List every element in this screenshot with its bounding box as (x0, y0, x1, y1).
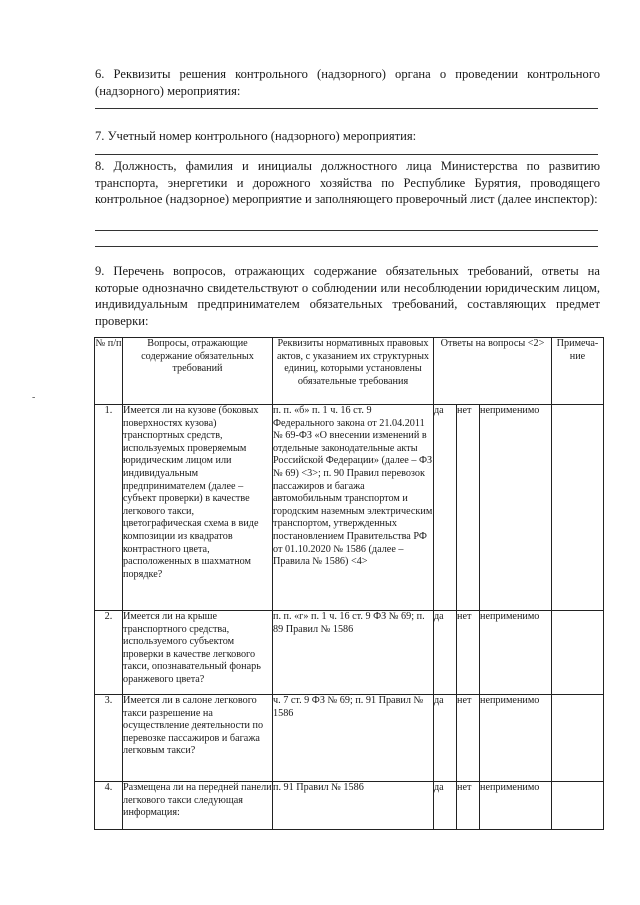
table-row (95, 611, 604, 695)
row-1-answer-yes[interactable]: да (434, 405, 457, 611)
header-answers: Ответы на вопросы <2> (434, 338, 552, 405)
section-8-fill-line-1 (95, 230, 598, 231)
row-2-requisites: п. п. «г» п. 1 ч. 16 ст. 9 ФЗ № 69; п. 89 Правил № 1586 (273, 611, 434, 695)
row-4-num: 4. (95, 782, 123, 830)
section-6-text: 6. Реквизиты решения контрольного (надзорного) органа о проведении контрольного (надзорного) мероприятия: (95, 67, 600, 98)
header-note: Примеча-ние (552, 338, 604, 405)
row-4-question: Размещена ли на передней панели легкового такси следующая информация: (123, 782, 273, 830)
section-8-text: 8. Должность, фамилия и инициалы должностного лица Министерства по развитию транспорта, энергетики и дорожного хозяйства по Республике Бурятия, проводящего контрольное (надзорное) мероприятие и заполняющего проверочный лист (далее инспектор): (95, 159, 600, 206)
row-2-answer-yes[interactable]: да (434, 611, 457, 695)
row-3-num: 3. (95, 695, 123, 782)
row-1-answer-na[interactable]: неприменимо (480, 405, 552, 611)
section-9-text: 9. Перечень вопросов, отражающих содержание обязательных требований, ответы на которые однозначно свидетельствуют о соблюдении или несоблюдении юридическим лицом, индивидуальным предпринимателем обязательных требований, составляющих предмет проверки: (95, 264, 600, 328)
table-row (95, 782, 604, 830)
margin-mark: - (32, 392, 36, 403)
header-requisites: Реквизиты нормативных правовых актов, с указанием их структурных единиц, которыми установлены обязательные требования (273, 338, 434, 405)
table-row (95, 695, 604, 782)
row-3-question: Имеется ли в салоне легкового такси разрешение на осуществление деятельности по перевозке пассажиров и багажа легковым такси? (123, 695, 273, 782)
row-2-answer-no[interactable]: нет (457, 611, 480, 695)
row-4-note[interactable] (552, 782, 604, 830)
row-3-requisites: ч. 7 ст. 9 ФЗ № 69; п. 91 Правил № 1586 (273, 695, 434, 782)
row-1-question: Имеется ли на кузове (боковых поверхностях кузова) транспортных средств, используемых проверяемым юридическим лицом или индивидуальным предпринимателем (далее – субъект проверки) в качестве легкового такси, цветографическая схема в виде композиции из квадратов контрастного цвета, расположенных в шахматном порядке? (123, 405, 273, 611)
section-7-text: 7. Учетный номер контрольного (надзорного) мероприятия: (95, 129, 417, 143)
row-3-answer-no[interactable]: нет (457, 695, 480, 782)
table-header-row (95, 338, 604, 405)
row-1-answer-no[interactable]: нет (457, 405, 480, 611)
row-4-answer-na[interactable]: неприменимо (480, 782, 552, 830)
row-4-requisites: п. 91 Правил № 1586 (273, 782, 434, 830)
section-6-fill-line (95, 108, 598, 109)
row-1-requisites: п. п. «б» п. 1 ч. 16 ст. 9 Федерального закона от 21.04.2011 № 69-ФЗ «О внесении изменений в отдельные законодательные акты Российской Федерации» (далее – ФЗ № 69) <3>; п. 90 Правил перевозок пассажиров и багажа автомобильным транспортом и городским наземным электрическим транспортом, утвержденных постановлением Правительства РФ от 01.10.2020 № 1586 (далее – Правила № 1586) <4> (273, 405, 434, 611)
header-question: Вопросы, отражающие содержание обязательных требований (123, 338, 273, 405)
section-8-fill-line-2 (95, 246, 598, 247)
row-1-num: 1. (95, 405, 123, 611)
checklist-table (94, 337, 604, 830)
row-1-note[interactable] (552, 405, 604, 611)
row-3-answer-yes[interactable]: да (434, 695, 457, 782)
row-3-answer-na[interactable]: неприменимо (480, 695, 552, 782)
row-2-question: Имеется ли на крыше транспортного средства, используемого субъектом проверки в качестве легкового такси, опознавательный фонарь оранжевого цвета? (123, 611, 273, 695)
row-3-note[interactable] (552, 695, 604, 782)
row-4-answer-no[interactable]: нет (457, 782, 480, 830)
table-row (95, 405, 604, 611)
row-4-answer-yes[interactable]: да (434, 782, 457, 830)
row-2-note[interactable] (552, 611, 604, 695)
header-num: № п/п (95, 338, 123, 405)
row-2-answer-na[interactable]: неприменимо (480, 611, 552, 695)
section-7-fill-line (95, 154, 598, 155)
row-2-num: 2. (95, 611, 123, 695)
